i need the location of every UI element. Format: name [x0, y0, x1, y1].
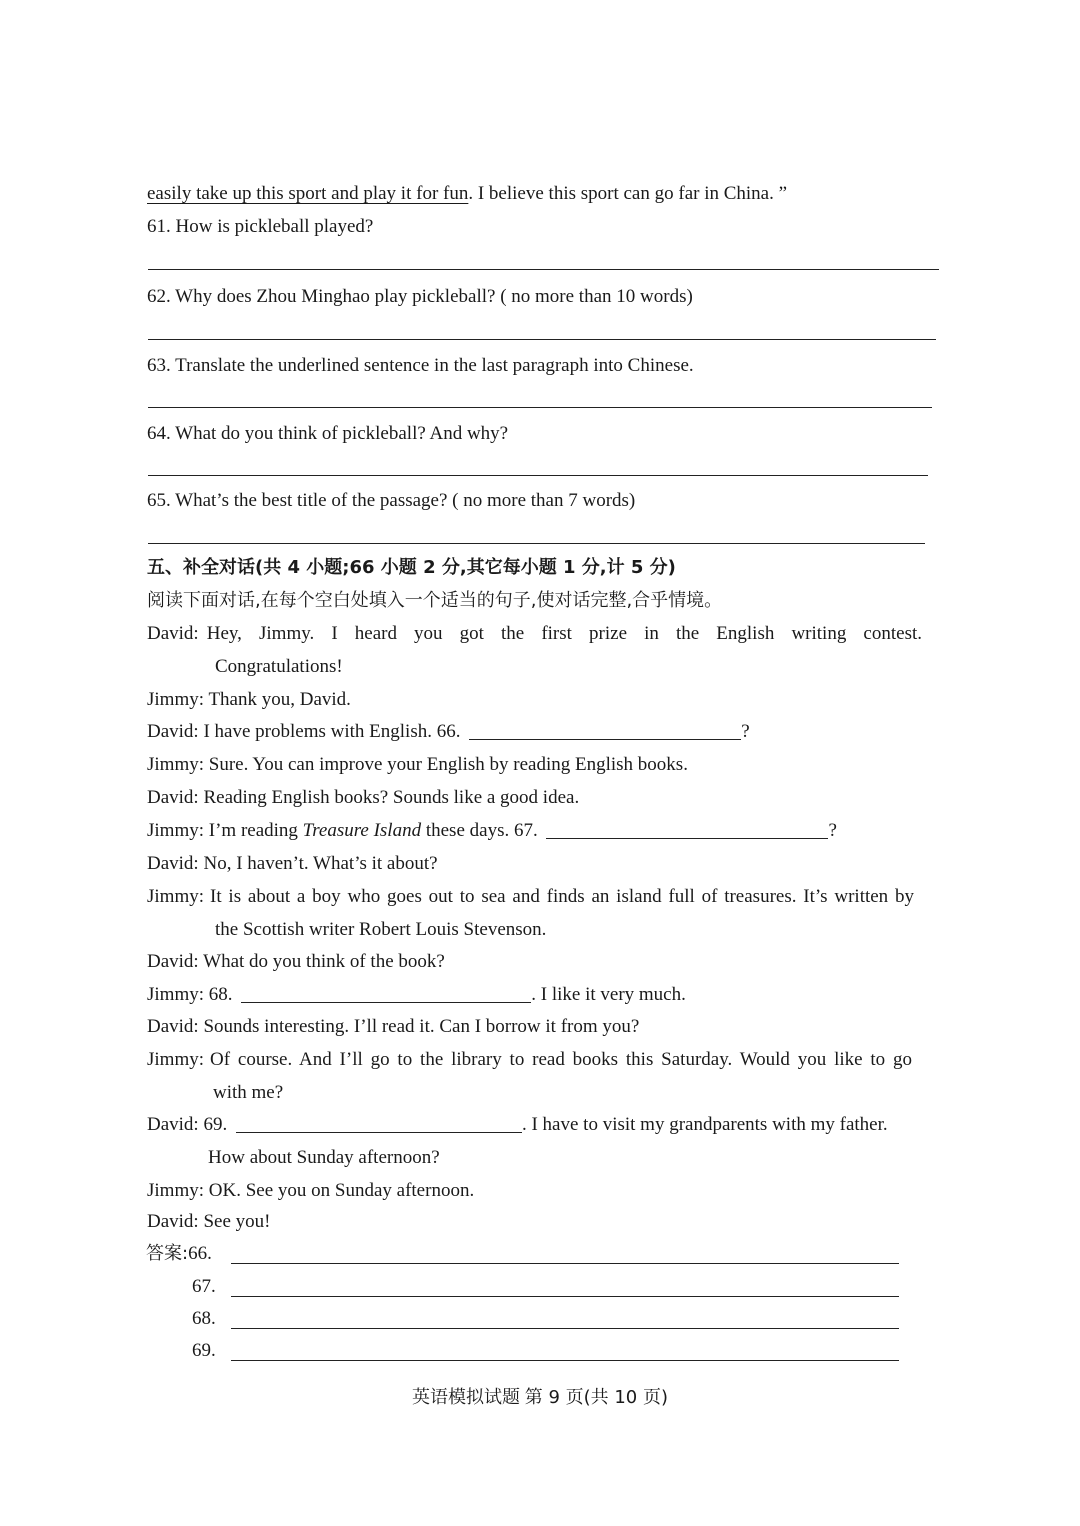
speaker: David: [147, 1016, 199, 1037]
dialogue-line-14 [147, 1179, 474, 1203]
dialogue-line-11 [147, 1015, 639, 1039]
speaker: David: [147, 787, 199, 808]
line-text: It is about a boy who goes out to sea and finds an island full of treasures. It’s written by [210, 886, 914, 907]
speaker: Jimmy: [147, 984, 205, 1005]
line-text: What do you think of the book? [203, 951, 445, 972]
answer-line-69[interactable] [231, 1360, 899, 1361]
question-65: 65. What’s the best title of the passage? ( no more than 7 words) [147, 490, 636, 511]
dialogue-line-8 [147, 885, 914, 909]
line-text: Thank you, David. [208, 689, 351, 710]
dialogue-line-13 [147, 1113, 888, 1137]
underlined-sentence: easily take up this sport and play it for fun [147, 183, 469, 204]
dialogue-line-12 [147, 1048, 912, 1072]
answer-line-63[interactable] [148, 407, 932, 408]
question-64: 64. What do you think of pickleball? And why? [147, 423, 509, 444]
answer-line-64[interactable] [148, 475, 928, 476]
passage-end-rest: . I believe this sport can go far in China. ” [468, 183, 788, 204]
dialogue-line-12-cont: with me? [213, 1082, 284, 1103]
speaker: Jimmy: [147, 1180, 205, 1201]
passage-end [147, 182, 787, 206]
dialogue-line-13-cont: How about Sunday afternoon? [208, 1147, 440, 1168]
answer-number: 66. [188, 1243, 212, 1264]
dialogue-line-1-cont: Congratulations! [215, 656, 343, 677]
answer-line-65[interactable] [148, 543, 925, 544]
answer-line-66[interactable] [231, 1263, 899, 1264]
dialogue-line-5 [147, 786, 579, 810]
blank-68[interactable] [241, 984, 531, 1003]
line-text-post: . I have to visit my grandparents with my father. [521, 1114, 888, 1135]
question-61: 61. How is pickleball played? [147, 216, 374, 237]
dialogue-line-2 [147, 688, 351, 712]
blank-69[interactable] [236, 1114, 522, 1133]
line-end: ? [828, 820, 837, 841]
question-62: 62. Why does Zhou Minghao play pickleball? ( no more than 10 words) [147, 286, 693, 307]
speaker: Jimmy: [147, 886, 205, 907]
blank-66[interactable] [469, 721, 741, 740]
section-heading: 五、补全对话(共 4 小题;66 小题 2 分,其它每小题 1 分,计 5 分) [147, 557, 676, 578]
page-footer [0, 1383, 1080, 1409]
line-text-pre: 69. [203, 1114, 228, 1135]
footer-subject: 英语模拟试题 [411, 1387, 520, 1408]
dialogue-line-15 [147, 1210, 270, 1234]
answers-67: 67. [192, 1276, 216, 1297]
section-instruction: 阅读下面对话,在每个空白处填入一个适当的句子,使对话完整,合乎情境。 [147, 590, 723, 611]
speaker: Jimmy: [147, 689, 205, 710]
speaker: David: [147, 721, 199, 742]
speaker: David: [147, 951, 199, 972]
book-title: Treasure Island [302, 820, 422, 841]
line-text: OK. See you on Sunday afternoon. [208, 1180, 475, 1201]
line-text: Hey, Jimmy. I heard you got the first prize in the English writing contest. [206, 623, 922, 644]
dialogue-line-8-cont: the Scottish writer Robert Louis Stevenson. [215, 919, 547, 940]
dialogue-line-6 [147, 819, 837, 843]
answers-66 [146, 1242, 212, 1266]
speaker: David: [147, 1114, 199, 1135]
answers-label: 答案: [146, 1243, 189, 1264]
dialogue-line-3 [147, 720, 750, 744]
line-text-post: these days. 67. [425, 820, 538, 841]
dialogue-line-4 [147, 753, 688, 777]
answer-line-62[interactable] [148, 339, 936, 340]
line-text: Reading English books? Sounds like a good idea. [203, 787, 580, 808]
line-text: See you! [203, 1211, 271, 1232]
dialogue-line-1 [147, 622, 922, 646]
answers-68: 68. [192, 1308, 216, 1329]
question-63: 63. Translate the underlined sentence in the last paragraph into Chinese. [147, 355, 694, 376]
speaker: Jimmy: [147, 754, 205, 775]
dialogue-line-9 [147, 950, 445, 974]
line-text-pre: 68. [208, 984, 233, 1005]
speaker: Jimmy: [147, 820, 205, 841]
answers-69: 69. [192, 1340, 216, 1361]
line-text: Sure. You can improve your English by reading English books. [208, 754, 688, 775]
speaker: David: [147, 623, 199, 644]
line-text: I have problems with English. 66. [203, 721, 461, 742]
dialogue-line-7 [147, 852, 438, 876]
line-text: Sounds interesting. I’ll read it. Can I borrow it from you? [203, 1016, 640, 1037]
line-text: No, I haven’t. What’s it about? [203, 853, 438, 874]
answer-line-67[interactable] [231, 1296, 899, 1297]
footer-page-number: 第 9 页(共 10 页) [524, 1387, 669, 1408]
line-text-post: . I like it very much. [531, 984, 686, 1005]
blank-67[interactable] [546, 820, 828, 839]
dialogue-line-10 [147, 983, 686, 1007]
line-end: ? [741, 721, 750, 742]
line-text: Of course. And I’ll go to the library to read books this Saturday. Would you like to go [210, 1049, 912, 1070]
speaker: Jimmy: [147, 1049, 205, 1070]
answer-line-61[interactable] [148, 269, 939, 270]
speaker: David: [147, 1211, 199, 1232]
line-text-pre: I’m reading [208, 820, 298, 841]
speaker: David: [147, 853, 199, 874]
answer-line-68[interactable] [231, 1328, 899, 1329]
